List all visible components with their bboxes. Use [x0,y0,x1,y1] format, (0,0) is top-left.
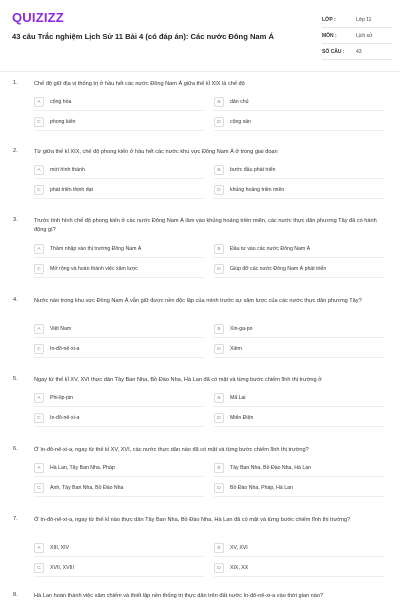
answer-option[interactable] [214,116,251,128]
option-underline [34,277,204,278]
option-text: Hà Lan, Tây Ban Nha, Pháp [50,465,115,471]
option-letter-badge: C [34,483,44,493]
option-letter-badge: C [34,563,44,573]
question-text: Chế độ giữ địa vị thống trị ở hầu hết các nước Đông Nam Á giữa thế kỉ XIX là chế độ [34,81,245,87]
option-text: Việt Nam [50,326,72,332]
option-text: Phi-lip-pin [50,395,74,401]
answer-option[interactable] [214,392,246,404]
meta-row-subject [322,28,392,44]
page-title: 43 câu Trắc nghiệm Lịch Sử 11 Bài 4 (có đáp án): Các nước Đông Nam Á [12,32,274,41]
question-number: 5. [13,376,18,382]
question-text: Nước nào trong khu vực Đông Nam Á vẫn giữ được nền độc lập của mình trước sự xâm lược của các nước thực dân phương Tây? [34,298,362,304]
meta-key: SỐ CÂU : [322,48,345,55]
question-text: Hà Lan hoàn thành việc xâm chiếm và thiết lập nền thống trị thực dân trên đất nước In-đô-nê-xi-a vào thời gian nào? [34,593,324,599]
option-letter-badge: D [214,344,224,354]
answer-option[interactable] [34,343,79,355]
option-text: XIX, XX [230,565,249,571]
answer-option[interactable] [214,323,253,335]
meta-row-class [322,12,392,28]
option-underline [214,476,384,477]
question-number: 4. [13,297,18,303]
option-letter-badge: B [214,244,224,254]
option-text: Xin-ga-po [230,326,253,332]
answer-option[interactable] [34,462,115,474]
option-letter-badge: C [34,117,44,127]
option-letter-badge: D [214,563,224,573]
option-underline [34,257,204,258]
option-text: cộng hòa [50,99,72,105]
answer-option[interactable] [214,562,248,574]
option-text: Bồ Đào Nha, Pháp, Hà Lan [230,485,293,491]
option-text: Đầu tư vào các nước Đông Nam Á [230,246,311,252]
option-letter-badge: B [214,324,224,334]
option-text: khủng hoảng triền miên [230,187,285,193]
meta-key: LỚP : [322,16,336,23]
question-number: 1. [13,80,18,86]
option-underline [214,277,384,278]
option-underline [34,337,204,338]
option-underline [34,357,204,358]
answer-option[interactable] [34,96,71,108]
answer-option[interactable] [214,482,293,494]
answer-option[interactable] [34,164,85,176]
option-underline [214,257,384,258]
option-underline [214,556,384,557]
answer-option[interactable] [214,263,326,275]
option-text: XIII, XIV [50,545,70,551]
option-letter-badge: B [214,165,224,175]
option-underline [214,110,384,111]
option-letter-badge: A [34,165,44,175]
option-text: dân chủ [230,99,249,105]
meta-value: Lịch sử [356,32,373,39]
option-letter-badge: D [214,483,224,493]
option-underline [34,178,204,179]
meta-key: MÔN : [322,32,337,39]
option-text: In-đô-nê-xi-a [50,415,80,421]
question-text: Từ giữa thế kỉ XIX, chế độ phong kiến ở hầu hết các nước khu vực Đông Nam Á ở trong giai đoạn [34,149,278,155]
option-text: Mã Lai [230,395,246,401]
option-underline [214,198,384,199]
option-text: bước đầu phát triển [230,167,276,173]
option-text: Mở rộng và hoàn thành việc xâm lược [50,266,138,272]
question-text: Ở In-đô-nê-xi-a, ngay từ thế kỉ nào thực dân Tây Ban Nha, Bồ Đào Nha, Hà Lan đã có mặt và từng bước chiếm lĩnh thị trường? [34,517,351,523]
option-underline [34,496,204,497]
question-text: Ngay từ thế kỉ XV, XVI thực dân Tây Ban Nha, Bồ Đào Nha, Hà Lan đã có mặt và từng bước chiếm lĩnh thị trường ở [34,377,322,383]
option-letter-badge: B [214,543,224,553]
next-question-fragment [0,592,400,600]
worksheet-meta [322,12,392,60]
meta-value: 43 [356,48,362,55]
option-letter-badge: D [214,185,224,195]
option-text: Thâm nhập vào thị trường Đông Nam Á [50,246,142,252]
option-underline [214,406,384,407]
meta-value: Lớp 11 [356,16,372,23]
option-letter-badge: A [34,463,44,473]
option-letter-badge: C [34,185,44,195]
answer-option[interactable] [34,412,79,424]
option-text: cộng sản [230,119,252,125]
quizizz-logo: QUIZIZZ [12,10,64,25]
answer-option[interactable] [34,263,138,275]
option-letter-badge: A [34,393,44,403]
option-letter-badge: A [34,543,44,553]
option-letter-badge: D [214,413,224,423]
answer-option[interactable] [214,184,284,196]
answer-option[interactable] [214,243,310,255]
option-letter-badge: A [34,244,44,254]
option-text: Xiêm [230,346,242,352]
answer-option[interactable] [34,243,141,255]
question-number: 7. [13,516,18,522]
option-underline [34,556,204,557]
answer-option[interactable] [214,164,276,176]
option-letter-badge: B [214,393,224,403]
question-number: 3. [13,217,18,223]
option-text: Giúp đỡ các nước Đông Nam Á phát triển [230,266,327,272]
question-text: Trước tình hình chế độ phong kiến ở các nước Đông Nam Á lâm vào khủng hoảng triền miên, các nước thực dân phương Tây đã có hành động gì? [34,218,377,233]
question-number: 2. [13,148,18,154]
option-underline [34,198,204,199]
option-underline [214,178,384,179]
option-underline [214,130,384,131]
option-underline [214,426,384,427]
option-underline [214,576,384,577]
option-text: phong kiến [50,119,76,125]
option-text: Miến Điện [230,415,254,421]
option-underline [34,426,204,427]
option-underline [214,357,384,358]
option-letter-badge: D [214,264,224,274]
answer-option[interactable] [214,96,248,108]
option-underline [34,406,204,407]
option-text: XVII, XVIII [50,565,74,571]
answer-option[interactable] [34,323,71,335]
question-text: Ở In-đô-nê-xi-a, ngay từ thế kỉ XV, XVI, các nước thực dân nào đã có mặt và từng bước chiếm lĩnh thị trường? [34,447,309,453]
option-underline [214,337,384,338]
answer-option[interactable] [214,542,248,554]
answer-option[interactable] [34,482,123,494]
answer-option[interactable] [214,412,253,424]
option-letter-badge: B [214,97,224,107]
meta-row-count [322,44,392,60]
option-underline [34,576,204,577]
question-number: 8. [13,592,18,598]
option-text: phát triển thịnh đạt [50,187,93,193]
question-number: 6. [13,446,18,452]
option-underline [214,496,384,497]
worksheet-header [0,0,400,72]
answer-option[interactable] [34,392,73,404]
option-letter-badge: D [214,117,224,127]
option-letter-badge: C [34,413,44,423]
answer-option[interactable] [214,462,311,474]
option-text: Anh, Tây Ban Nha, Bồ Đào Nha [50,485,124,491]
answer-option[interactable] [34,562,74,574]
answer-option[interactable] [34,116,75,128]
option-text: mới hình thành [50,167,85,173]
option-letter-badge: C [34,264,44,274]
answer-option[interactable] [34,542,69,554]
option-text: In-đô-nê-xi-a [50,346,80,352]
option-letter-badge: B [214,463,224,473]
option-text: XV, XVI [230,545,248,551]
answer-option[interactable] [34,184,93,196]
answer-option[interactable] [214,343,242,355]
option-underline [34,110,204,111]
option-text: Tây Ban Nha, Bồ Đào Nha, Hà Lan [230,465,312,471]
option-letter-badge: A [34,97,44,107]
option-letter-badge: C [34,344,44,354]
option-underline [34,476,204,477]
option-letter-badge: A [34,324,44,334]
option-underline [34,130,204,131]
